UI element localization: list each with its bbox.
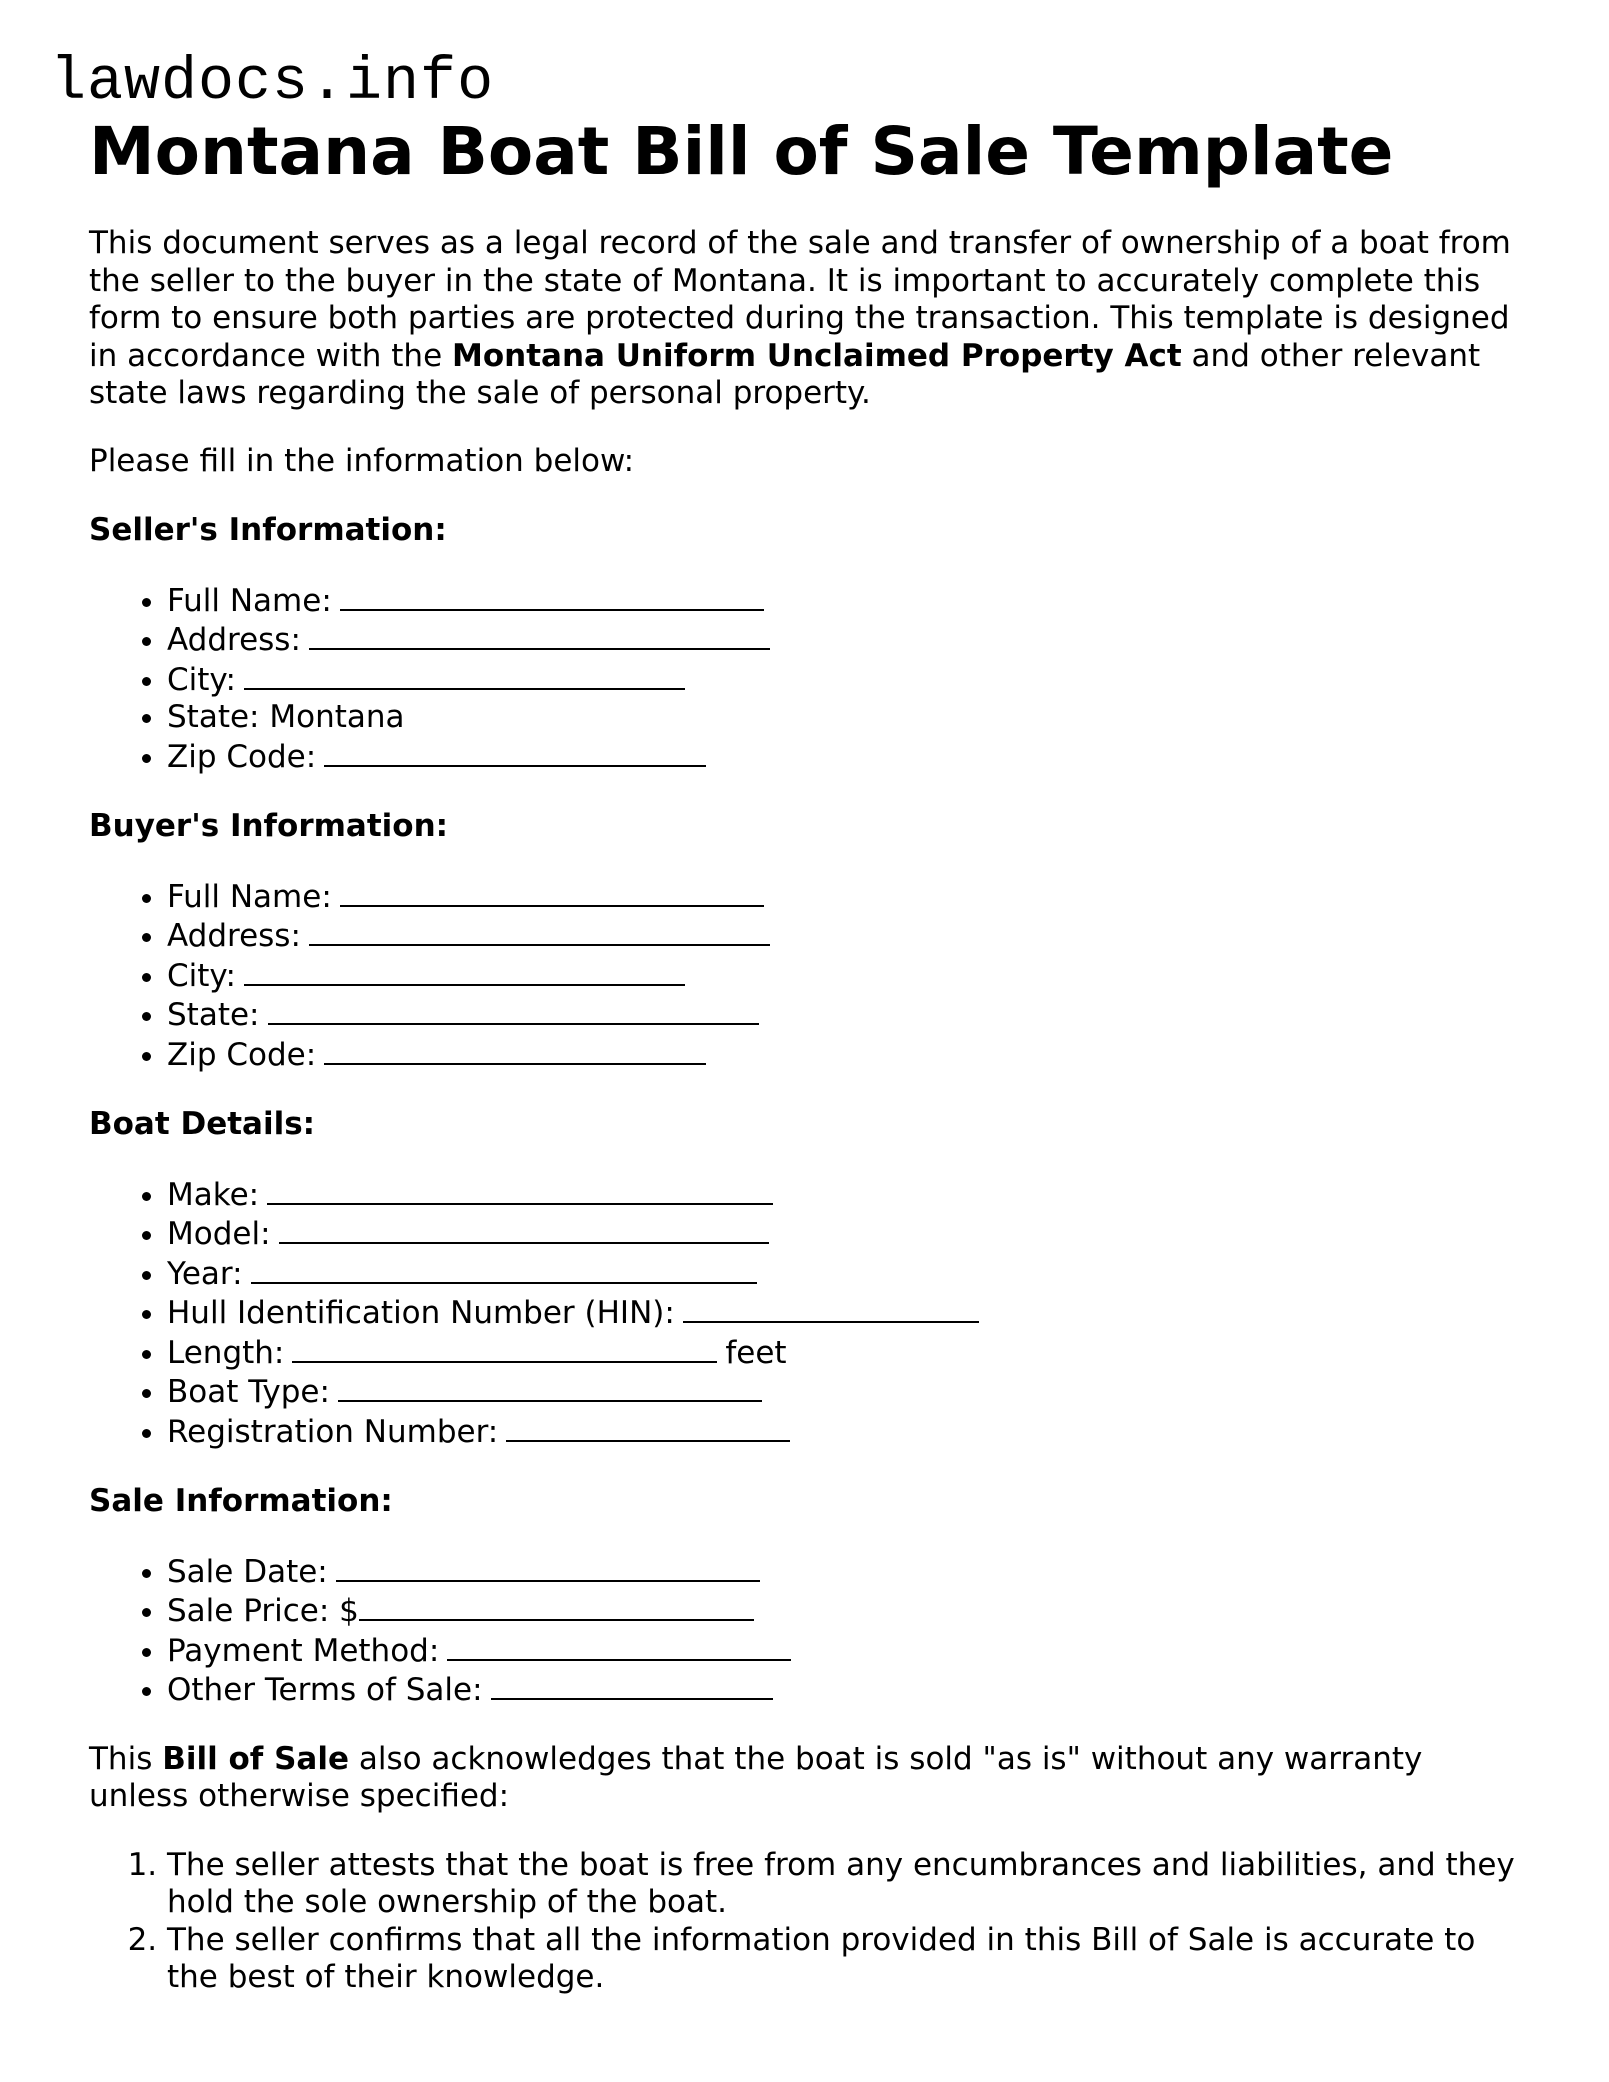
buyer-address-label: Address: [167, 918, 301, 954]
sale-price-blank[interactable] [359, 1591, 754, 1621]
boat-model-label: Model: [167, 1216, 271, 1252]
intro-text-2: and other relevant state laws regarding the sale of personal property. [89, 337, 1481, 411]
buyer-state-blank[interactable] [268, 995, 759, 1025]
buyer-full-name-label: Full Name: [167, 878, 332, 915]
boat-type-blank[interactable] [338, 1372, 762, 1402]
boat-type-item [167, 1372, 1529, 1412]
seller-city-item [167, 660, 1529, 700]
buyer-full-name-blank[interactable] [340, 877, 764, 907]
fill-prompt: Please fill in the information below: [89, 442, 635, 479]
sale-other-terms-blank[interactable] [491, 1670, 773, 1700]
boat-length-item [167, 1333, 1529, 1373]
boat-year-blank[interactable] [251, 1254, 757, 1284]
boat-year-label: Year: [167, 1255, 243, 1292]
boat-make-item [167, 1175, 1529, 1215]
buyer-fields [89, 877, 1529, 1075]
document-body [89, 112, 1529, 1997]
boat-registration-item [167, 1412, 1529, 1452]
seller-full-name-item [167, 581, 1529, 621]
boat-registration-blank[interactable] [506, 1412, 790, 1442]
page-title: Montana Boat Bill of Sale Template [89, 113, 1394, 190]
boat-type-label: Boat Type: [167, 1374, 330, 1410]
intro-bold-act: Montana Uniform Unclaimed Property Act [452, 337, 1182, 374]
term-item: 2. The seller confirms that all the information provided in this Bill of Sale is accurate to the best of their knowledge. [167, 1922, 1529, 1997]
seller-address-blank[interactable] [309, 620, 770, 650]
boat-hin-blank[interactable] [683, 1293, 979, 1323]
buyer-state-label: State: [167, 997, 260, 1033]
sale-payment-label: Payment Method: [167, 1632, 440, 1669]
boat-model-blank[interactable] [279, 1214, 769, 1244]
term-item: 1. The seller attests that the boat is free from any encumbrances and liabilities, and they hold the sole ownership of the boat. [167, 1847, 1529, 1922]
seller-city-label: City: [167, 661, 236, 698]
seller-state-item [167, 699, 1529, 737]
seller-zip-blank[interactable] [324, 737, 706, 767]
sale-price-label: Sale Price: $ [167, 1593, 359, 1629]
boat-year-item [167, 1254, 1529, 1294]
buyer-full-name-item [167, 877, 1529, 917]
sale-date-item [167, 1552, 1529, 1592]
buyer-zip-blank[interactable] [324, 1035, 706, 1065]
buyer-address-blank[interactable] [309, 916, 770, 946]
boat-registration-label: Registration Number: [167, 1413, 499, 1450]
sale-fields [89, 1552, 1529, 1710]
sale-other-terms-item [167, 1670, 1529, 1710]
sale-payment-item [167, 1631, 1529, 1671]
seller-zip-label: Zip Code: [167, 738, 317, 775]
buyer-zip-label: Zip Code: [167, 1036, 317, 1073]
boat-length-unit: feet [725, 1334, 787, 1371]
terms-list [89, 1847, 1529, 1997]
buyer-address-item [167, 916, 1529, 956]
buyer-city-blank[interactable] [244, 956, 685, 986]
seller-fields [89, 581, 1529, 777]
boat-fields [89, 1175, 1529, 1452]
acknowledgment-paragraph [89, 1741, 1529, 1816]
ack-bold-bill-of-sale: Bill of Sale [162, 1740, 349, 1777]
buyer-city-label: City: [167, 957, 236, 994]
sale-date-label: Sale Date: [167, 1553, 328, 1590]
boat-make-blank[interactable] [267, 1175, 773, 1205]
sale-payment-blank[interactable] [447, 1631, 791, 1661]
buyer-heading: Buyer's Information: [89, 808, 449, 844]
sale-heading: Sale Information: [89, 1483, 393, 1519]
ack-text-2: also acknowledges that the boat is sold "as is" without any warranty unless otherwise specified: [89, 1740, 1423, 1814]
boat-hin-item [167, 1293, 1529, 1333]
seller-state-label: State: Montana [167, 699, 405, 735]
seller-heading: Seller's Information: [89, 512, 447, 548]
site-logo: lawdocs.info [50, 49, 495, 117]
intro-text-1: This document serves as a legal record of the sale and transfer of ownership of a boat from the seller to the buyer in the state of Montana. It is important to accurately complete this form to ensure both parties are protected during the transaction. This template is designed in accordance with the [89, 225, 1511, 374]
boat-make-label: Make: [167, 1176, 260, 1213]
buyer-city-item [167, 956, 1529, 996]
seller-city-blank[interactable] [244, 660, 685, 690]
seller-full-name-label: Full Name: [167, 582, 332, 619]
intro-paragraph [89, 225, 1529, 413]
boat-length-label: Length: [167, 1334, 285, 1371]
seller-address-item [167, 620, 1529, 660]
buyer-zip-item [167, 1035, 1529, 1075]
boat-hin-label: Hull Identification Number (HIN): [167, 1295, 675, 1331]
seller-address-label: Address: [167, 622, 301, 658]
sale-date-blank[interactable] [336, 1552, 760, 1582]
boat-model-item [167, 1214, 1529, 1254]
buyer-state-item [167, 995, 1529, 1035]
boat-heading: Boat Details: [89, 1106, 316, 1142]
boat-length-blank[interactable] [292, 1333, 717, 1363]
sale-other-terms-label: Other Terms of Sale: [167, 1672, 483, 1708]
seller-zip-item [167, 737, 1529, 777]
ack-text-1: This [89, 1740, 163, 1777]
seller-full-name-blank[interactable] [340, 581, 764, 611]
sale-price-item [167, 1591, 1529, 1631]
